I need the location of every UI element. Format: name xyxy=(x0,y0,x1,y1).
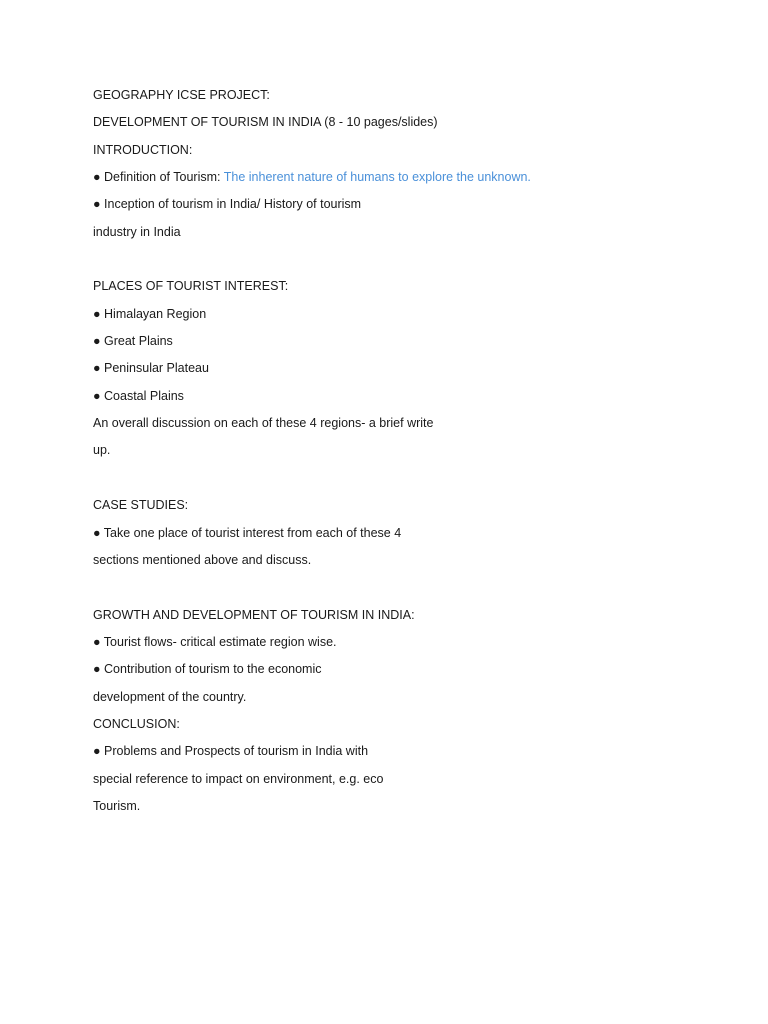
introduction-heading: INTRODUCTION: xyxy=(93,142,193,157)
project-title: GEOGRAPHY ICSE PROJECT: xyxy=(93,88,270,102)
paragraph-gap xyxy=(93,578,693,605)
places-item-peninsular-plateau: ● Peninsular Plateau xyxy=(93,361,209,376)
conclusion-heading: CONCLUSION: xyxy=(93,716,180,731)
inception-line-1: ● Inception of tourism in India/ History of tourism xyxy=(93,197,362,212)
conclusion-line-1: ● Problems and Prospects of tourism in India with xyxy=(93,744,369,759)
growth-contribution-line-2: development of the country. xyxy=(93,689,247,704)
places-item-coastal-plains: ● Coastal Plains xyxy=(93,388,184,403)
inception-line-2: industry in India xyxy=(93,224,181,239)
places-note-line-2: up. xyxy=(93,443,111,458)
definition-text: The inherent nature of humans to explore the unknown. xyxy=(223,170,531,185)
places-item-himalayan: ● Himalayan Region xyxy=(93,306,207,321)
document-body xyxy=(93,86,693,824)
places-item-great-plains: ● Great Plains xyxy=(93,334,173,349)
case-studies-line-1: ● Take one place of tourist interest from each of these 4 xyxy=(93,525,402,540)
growth-flows: ● Tourist flows- critical estimate region wise. xyxy=(93,634,337,649)
definition-line xyxy=(93,168,693,195)
conclusion-line-3: Tourism. xyxy=(93,798,141,813)
conclusion-line-2: special reference to impact on environment, e.g. eco xyxy=(93,771,384,786)
places-heading: PLACES OF TOURIST INTEREST: xyxy=(93,279,289,294)
definition-label: ● Definition of Tourism: xyxy=(93,170,224,185)
paragraph-gap xyxy=(93,469,693,496)
case-studies-heading: CASE STUDIES: xyxy=(93,498,189,513)
growth-heading: GROWTH AND DEVELOPMENT OF TOURISM IN INDIA: xyxy=(93,607,415,622)
growth-contribution-line-1: ● Contribution of tourism to the economic xyxy=(93,662,322,677)
places-note-line-1: An overall discussion on each of these 4 regions- a brief write xyxy=(93,416,434,431)
case-studies-line-2: sections mentioned above and discuss. xyxy=(93,552,312,567)
project-topic: DEVELOPMENT OF TOURISM IN INDIA (8 - 10 pages/slides) xyxy=(93,115,438,130)
paragraph-gap xyxy=(93,250,693,277)
